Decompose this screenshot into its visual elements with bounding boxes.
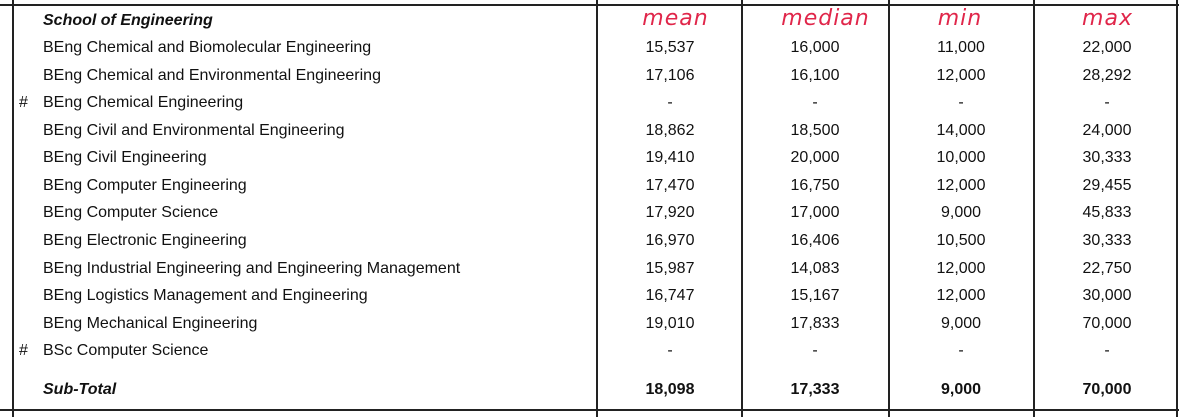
max-value: 30,333 xyxy=(1082,149,1132,166)
median-value: 17,833 xyxy=(790,315,840,332)
program-name: BEng Logistics Management and Engineering xyxy=(43,287,368,304)
min-value: 11,000 xyxy=(937,39,985,56)
program-name: BEng Chemical and Environmental Engineering xyxy=(43,67,381,84)
mean-value: 17,106 xyxy=(645,67,695,84)
max-value: - xyxy=(1104,94,1110,111)
subtotal-min: 9,000 xyxy=(940,381,982,398)
min-value: 10,500 xyxy=(936,232,986,249)
median-value: 15,167 xyxy=(790,287,840,304)
min-value: - xyxy=(958,342,964,359)
median-value: 17,000 xyxy=(790,204,840,221)
mean-value: 18,862 xyxy=(645,122,695,139)
table-row xyxy=(0,117,1179,144)
subtotal-median: 17,333 xyxy=(790,381,840,398)
median-value: 16,000 xyxy=(790,39,840,56)
min-value: 9,000 xyxy=(940,204,982,221)
min-value: 9,000 xyxy=(940,315,982,332)
table-row xyxy=(0,34,1179,61)
handwritten-median: median xyxy=(781,6,870,31)
min-value: 14,000 xyxy=(936,122,986,139)
median-value: 20,000 xyxy=(790,149,840,166)
subtotal-row xyxy=(0,376,1179,403)
median-value: 16,750 xyxy=(790,177,840,194)
mean-value: 19,410 xyxy=(645,149,695,166)
program-name: BEng Chemical and Biomolecular Engineering xyxy=(43,39,372,56)
median-value: 18,500 xyxy=(790,122,840,139)
mean-value: 16,747 xyxy=(645,287,695,304)
min-value: 12,000 xyxy=(936,287,986,304)
table-row xyxy=(0,62,1179,89)
mean-value: - xyxy=(667,342,673,359)
program-name: BEng Civil and Environmental Engineering xyxy=(43,122,345,139)
median-value: - xyxy=(812,342,818,359)
row-mark: # xyxy=(19,342,28,359)
mean-value: 16,970 xyxy=(645,232,695,249)
program-name: BSc Computer Science xyxy=(43,342,209,359)
program-name: BEng Electronic Engineering xyxy=(43,232,247,249)
handwritten-mean: mean xyxy=(642,6,709,31)
mean-value: 15,537 xyxy=(645,39,695,56)
subtotal-label: Sub-Total xyxy=(43,381,117,398)
mean-value: - xyxy=(667,94,673,111)
max-value: 29,455 xyxy=(1082,177,1132,194)
table-row xyxy=(0,144,1179,171)
mean-value: 17,470 xyxy=(645,177,695,194)
max-value: 70,000 xyxy=(1082,315,1132,332)
max-value: 30,000 xyxy=(1082,287,1132,304)
program-name: BEng Computer Engineering xyxy=(43,177,247,194)
median-value: 16,406 xyxy=(790,232,840,249)
program-name: BEng Mechanical Engineering xyxy=(43,315,258,332)
section-title: School of Engineering xyxy=(43,12,213,29)
min-value: 12,000 xyxy=(936,67,986,84)
bottom-border xyxy=(0,409,1179,411)
min-value: 12,000 xyxy=(936,177,986,194)
table-row xyxy=(0,172,1179,199)
program-name: BEng Computer Science xyxy=(43,204,219,221)
program-name: BEng Chemical Engineering xyxy=(43,94,244,111)
table-row xyxy=(0,89,1179,116)
subtotal-max: 70,000 xyxy=(1082,381,1132,398)
table-row xyxy=(0,227,1179,254)
mean-value: 15,987 xyxy=(645,260,695,277)
handwritten-max: max xyxy=(1082,6,1133,31)
min-value: 10,000 xyxy=(936,149,986,166)
max-value: 22,000 xyxy=(1082,39,1132,56)
max-value: 28,292 xyxy=(1082,67,1132,84)
table-row xyxy=(0,282,1179,309)
program-name: BEng Industrial Engineering and Engineering Management xyxy=(43,260,461,277)
mean-value: 17,920 xyxy=(645,204,695,221)
max-value: 30,333 xyxy=(1082,232,1132,249)
table-row xyxy=(0,255,1179,282)
max-value: 45,833 xyxy=(1082,204,1132,221)
min-value: 12,000 xyxy=(936,260,986,277)
table-row xyxy=(0,199,1179,226)
max-value: 24,000 xyxy=(1082,122,1132,139)
program-name: BEng Civil Engineering xyxy=(43,149,207,166)
max-value: - xyxy=(1104,342,1110,359)
handwritten-min: min xyxy=(937,6,983,31)
row-mark: # xyxy=(19,94,28,111)
median-value: 16,100 xyxy=(790,67,840,84)
table-row xyxy=(0,337,1179,364)
median-value: 14,083 xyxy=(790,260,840,277)
min-value: - xyxy=(958,94,964,111)
median-value: - xyxy=(812,94,818,111)
max-value: 22,750 xyxy=(1082,260,1132,277)
table-row xyxy=(0,310,1179,337)
subtotal-mean: 18,098 xyxy=(645,381,695,398)
mean-value: 19,010 xyxy=(645,315,695,332)
